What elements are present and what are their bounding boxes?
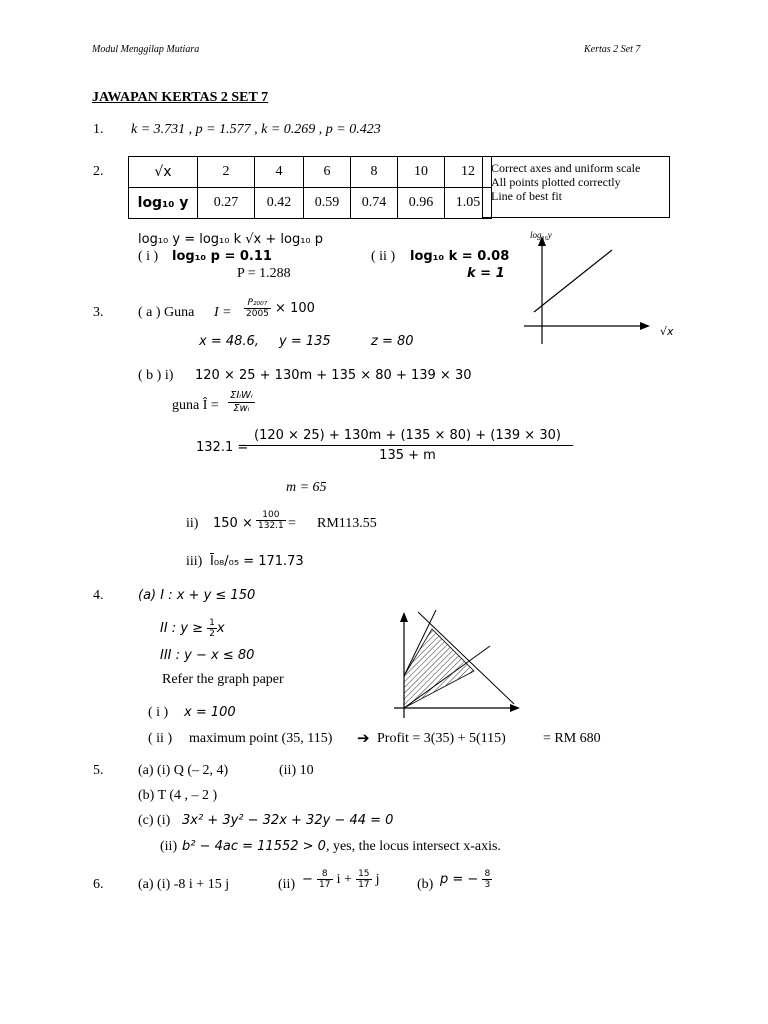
- frac-den: 2: [209, 629, 215, 639]
- q2-i-equation: log₁₀ p = 0.11: [172, 249, 272, 264]
- q4-ii-label: ( ii ): [148, 731, 173, 746]
- q5-c-i-eq: 3x² + 3y² − 32x + 32y − 44 = 0: [182, 813, 394, 828]
- best-fit-line: [534, 250, 612, 312]
- q3-lhs: 132.1 =: [196, 440, 249, 455]
- q3-ii-result: RM113.55: [317, 516, 377, 531]
- q4-II-pre: II : y ≥: [160, 621, 204, 636]
- feasible-region: [404, 629, 474, 708]
- q3-ii-equals: =: [288, 516, 296, 531]
- q3-ii-fraction: [256, 510, 286, 531]
- frac-num: ΣIᵢWᵢ: [230, 390, 253, 401]
- frac-num: P₂₀₀₇: [244, 298, 271, 309]
- q6-b-label: (b): [417, 877, 434, 892]
- q3-a-mult: × 100: [275, 301, 315, 316]
- q4-i-eq: x = 100: [184, 705, 236, 720]
- q5-a-ii: (ii) 10: [279, 763, 314, 778]
- q5-c-i-label: (c) (i): [138, 813, 171, 828]
- table-cell: 0.42: [255, 188, 304, 219]
- q6-a-i: (a) (i) -8 i + 15 j: [138, 877, 230, 892]
- q6-a-ii-label: (ii): [278, 877, 296, 892]
- q3-b-i-expr: 120 × 25 + 130m + 135 × 80 + 139 × 30: [195, 368, 472, 383]
- table-cell: 0.59: [304, 188, 351, 219]
- q5-number: 5.: [93, 763, 104, 778]
- q3-a-x: x = 48.6,: [199, 334, 259, 349]
- q2-i-label: ( i ): [138, 249, 159, 264]
- q3-iii-label: iii): [186, 554, 203, 569]
- q5-b: (b) T (4 , – 2 ): [138, 788, 218, 803]
- frac-num: (120 × 25) + 130m + (135 × 80) + (139 × 30): [242, 428, 573, 446]
- q3-ii-expr: 150 ×: [213, 516, 253, 531]
- q6-b-expr: [440, 869, 492, 890]
- q6-a-ii-mid: i +: [336, 872, 352, 887]
- q1-answer: k = 3.731 , p = 1.577 , k = 0.269 , p = 0.423: [131, 122, 381, 137]
- page-title: JAWAPAN KERTAS 2 SET 7: [92, 90, 269, 105]
- frac-den: 2005: [246, 309, 269, 319]
- table-cell: 0.74: [351, 188, 398, 219]
- q3-big-fraction: [242, 428, 573, 463]
- q3-a-label: ( a ) Guna: [138, 305, 195, 320]
- q3-guna-fraction: [228, 390, 255, 415]
- x-axis-arrow: [640, 322, 650, 330]
- q6-a-ii-end: j: [375, 872, 380, 887]
- q2-table-row-logy: [129, 188, 492, 219]
- x-axis-arrow: [510, 704, 520, 712]
- q4-sketch-graph: [380, 604, 530, 722]
- q2-marking-box: [482, 156, 670, 218]
- table-cell: 10: [398, 157, 445, 188]
- q2-box-line: Correct axes and uniform scale: [491, 161, 641, 175]
- frac-den: 132.1: [258, 521, 284, 531]
- q2-equation: log₁₀ y = log₁₀ k √x + log₁₀ p: [138, 232, 324, 247]
- q2-ii-equation: log₁₀ k = 0.08: [410, 249, 510, 264]
- q4-a: (a) I : x + y ≤ 150: [138, 588, 256, 603]
- table-cell: 0.27: [198, 188, 255, 219]
- q4-ii-profit: Profit = 3(35) + 5(115): [377, 731, 506, 746]
- q2-box-line: All points plotted correctly: [491, 175, 621, 189]
- q4-II-post: x: [216, 621, 225, 636]
- q3-ii-label: ii): [186, 516, 199, 531]
- table-cell: 12: [445, 157, 492, 188]
- table-cell: 8: [351, 157, 398, 188]
- q2-box-line: Line of best fit: [491, 189, 562, 203]
- q2-graph-y-label: log₁₀y: [530, 230, 552, 240]
- frac-num: 8: [317, 869, 332, 880]
- header-right: Kertas 2 Set 7: [584, 44, 641, 55]
- frac-den: Σwᵢ: [233, 403, 250, 414]
- q5-c-ii-label: (ii): [160, 839, 178, 854]
- frac-den: 17: [319, 880, 331, 890]
- table-cell: 1.05: [445, 188, 492, 219]
- q4-ii-text: maximum point (35, 115): [189, 731, 333, 746]
- q6-b-pre: p = −: [440, 872, 479, 887]
- q3-b-i-label: ( b ) i): [138, 368, 174, 383]
- frac-den: 17: [358, 880, 370, 890]
- q3-a-I: I =: [214, 305, 232, 320]
- frac-num: 1: [209, 618, 215, 628]
- arrow-icon: ➔: [357, 731, 370, 747]
- table-cell: 6: [304, 157, 351, 188]
- q3-guna: guna Î =: [172, 398, 219, 413]
- q3-iii-expr: Ī₀₈/₀₅ = 171.73: [210, 554, 304, 569]
- q6-a-ii-expr: − $\frac{8}{17}$ i + $\frac{15}{17}$ j: [302, 869, 380, 890]
- y-axis-arrow: [400, 612, 408, 622]
- frac-num: 100: [256, 510, 286, 521]
- q5-c-ii-text: , yes, the locus intersect x-axis.: [325, 839, 501, 854]
- q3-a-z: z = 80: [371, 334, 414, 349]
- q2-table: [128, 156, 492, 219]
- table-cell: 2: [198, 157, 255, 188]
- q2-graph-x-label: √x: [660, 325, 674, 338]
- table-cell: 4: [255, 157, 304, 188]
- frac-den: 3: [484, 880, 491, 890]
- frac-num: 15: [358, 869, 370, 879]
- frac-den: 135 + m: [379, 448, 436, 463]
- q2-number: 2.: [93, 164, 104, 179]
- q4-II: [160, 618, 225, 639]
- header-left: Modul Menggilap Mutiara: [92, 44, 200, 55]
- q2-table-label-sqrtx: √x: [129, 157, 198, 188]
- q4-i-label: ( i ): [148, 705, 169, 720]
- q4-number: 4.: [93, 588, 104, 603]
- q3-number: 3.: [93, 305, 104, 320]
- q2-ii-label: ( ii ): [371, 249, 396, 264]
- q3-m-result: m = 65: [286, 480, 327, 495]
- q2-table-label-logy: log₁₀ y: [129, 188, 198, 219]
- q3-a-y: y = 135: [279, 334, 331, 349]
- q2-table-row-sqrtx: [129, 157, 492, 188]
- q5-c-ii: [182, 839, 501, 855]
- q4-III: III : y − x ≤ 80: [160, 648, 255, 663]
- q5-a: (a) (i) Q (– 2, 4): [138, 763, 229, 778]
- q4-refer: Refer the graph paper: [162, 672, 284, 687]
- q3-a-fraction: [244, 298, 315, 319]
- q5-c-ii-eq: b² − 4ac = 11552 > 0: [182, 839, 326, 854]
- q2-i-result: P = 1.288: [237, 266, 291, 281]
- table-cell: 0.96: [398, 188, 445, 219]
- frac-num: 8: [484, 869, 491, 879]
- q1-number: 1.: [93, 122, 104, 137]
- q6-number: 6.: [93, 877, 104, 892]
- q4-ii-rm: = RM 680: [543, 731, 601, 746]
- q2-ii-result: k = 1: [467, 266, 505, 281]
